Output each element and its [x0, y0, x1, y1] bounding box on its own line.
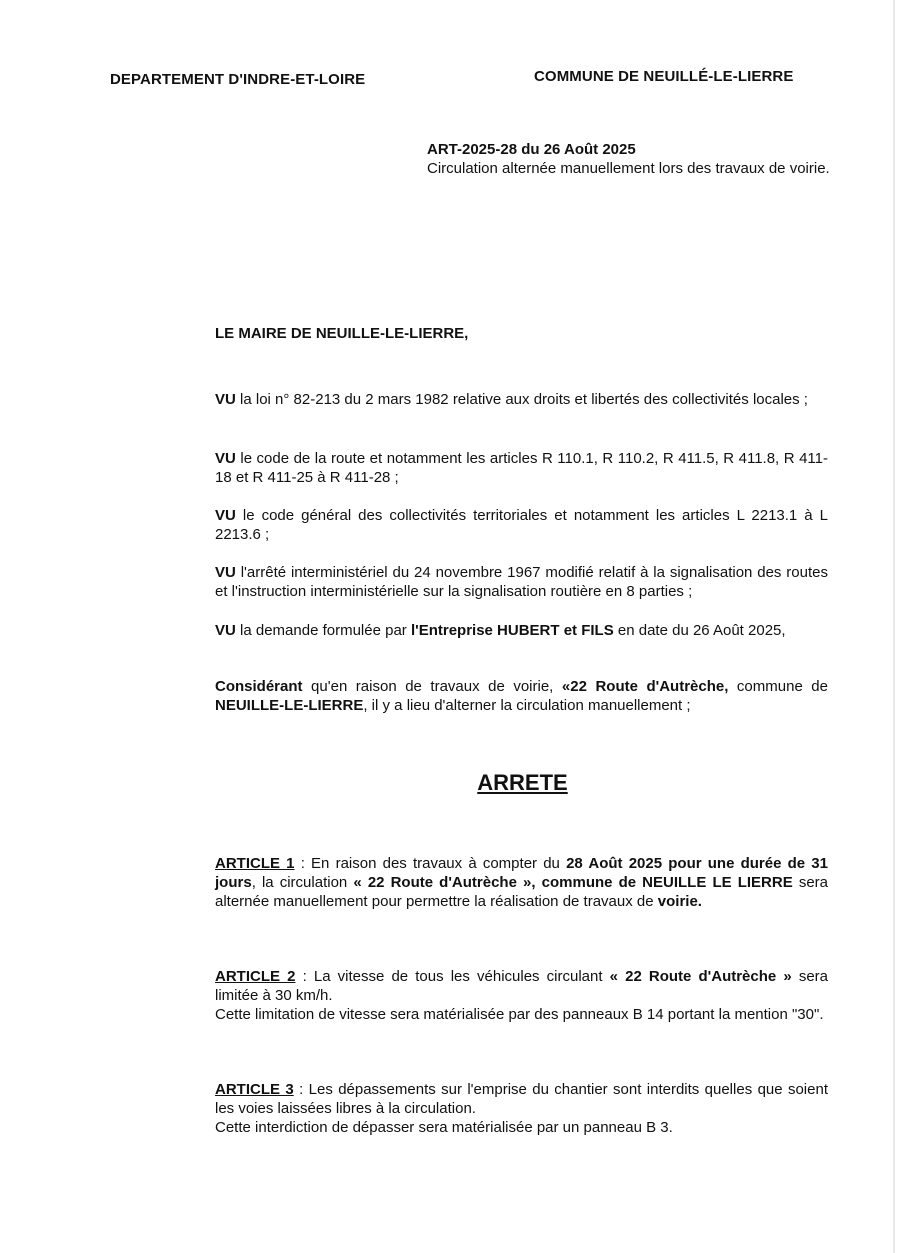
commune-header: COMMUNE DE NEUILLÉ-LE-LIERRE	[534, 68, 794, 85]
recital-text: la demande formulée par	[240, 622, 407, 639]
department-header: DEPARTEMENT D'INDRE-ET-LOIRE	[110, 71, 366, 88]
commune-name: NEUILLE-LE-LIERRE	[215, 697, 364, 714]
decree-subject: Circulation alternée manuellement lors des travaux de voirie.	[427, 160, 830, 177]
article-1-label: ARTICLE 1	[215, 855, 295, 872]
article-2-signage: Cette limitation de vitesse sera matérialisée par des panneaux B 14 portant la mention "30".	[215, 1006, 824, 1023]
considering-text: commune de	[736, 678, 828, 695]
recital-vu-5	[215, 621, 828, 640]
decree-number: ART-2025-28 du 26 Août 2025	[427, 141, 636, 158]
vu-keyword: VU	[215, 564, 236, 581]
recital-text: le code de la route et notamment les articles R 110.1, R 110.2, R 411.5, R 411.8, R 411-18 et R 411-25 à R 411-28 ;	[215, 450, 828, 486]
vu-keyword: VU	[215, 622, 236, 639]
mayor-heading: LE MAIRE DE NEUILLE-LE-LIERRE,	[215, 325, 469, 342]
arrete-title: ARRETE	[477, 770, 568, 795]
article-1-text: , la circulation	[251, 874, 348, 891]
considering-text: , il y a lieu d'alterner la circulation manuellement ;	[363, 697, 691, 714]
considering-keyword: Considérant	[215, 678, 303, 695]
company-name: l'Entreprise HUBERT et FILS	[410, 622, 614, 639]
article-3-text: : Les dépassements sur l'emprise du chantier sont interdits quelles que soient les voies laissées libres à la circulation.	[215, 1081, 828, 1117]
article-1-dates: 28 Août 2025 pour une durée de 31 jours	[215, 855, 828, 891]
article-2-label: ARTICLE 2	[215, 968, 296, 985]
article-3-signage: Cette interdiction de dépasser sera matérialisée par un panneau B 3.	[215, 1119, 673, 1136]
considering-paragraph	[215, 677, 828, 715]
recital-vu-2	[215, 449, 828, 487]
road-name: «22 Route d'Autrèche,	[561, 678, 729, 695]
vu-keyword: VU	[215, 391, 236, 408]
recital-vu-3	[215, 506, 828, 544]
article-3-label: ARTICLE 3	[215, 1081, 294, 1098]
article-1-text: : En raison des travaux à compter du	[300, 855, 560, 872]
vu-keyword: VU	[215, 450, 236, 467]
recital-vu-1	[215, 390, 828, 409]
article-2-text: : La vitesse de tous les véhicules circulant	[302, 968, 603, 985]
article-1-text: sera alternée manuellement pour permettre la réalisation de travaux de	[215, 874, 829, 910]
article-2-text: sera limitée à 30 km/h.	[215, 968, 829, 1004]
recital-text: en date du 26 Août 2025,	[617, 622, 786, 639]
reference-block	[427, 140, 837, 178]
recital-text: la loi n° 82-213 du 2 mars 1982 relative aux droits et libertés des collectivités locales ;	[240, 391, 808, 408]
recital-text: l'arrêté interministériel du 24 novembre 1967 modifié relatif à la signalisation des routes et l'instruction interministérielle sur la signalisation routière en 8 parties ;	[215, 564, 828, 600]
article-2-location: « 22 Route d'Autrèche »	[609, 968, 792, 985]
article-1	[215, 854, 828, 911]
considering-text: qu'en raison de travaux de voirie,	[311, 678, 554, 695]
vu-keyword: VU	[215, 507, 236, 524]
article-2	[215, 967, 828, 1024]
recital-vu-4	[215, 563, 828, 601]
article-1-location: « 22 Route d'Autrèche », commune de NEUILLE LE LIERRE	[353, 874, 793, 891]
recital-text: le code général des collectivités territoriales et notamment les articles L 2213.1 à L 2213.6 ;	[215, 507, 828, 543]
article-3	[215, 1080, 828, 1137]
article-1-text-end: voirie.	[657, 893, 702, 910]
